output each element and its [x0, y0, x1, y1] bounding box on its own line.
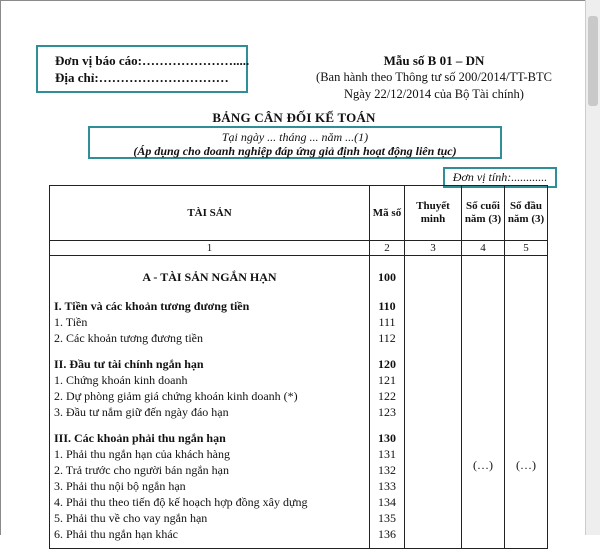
item-label: 2. Dự phòng giảm giá chứng khoán kinh doanh (*) [54, 389, 298, 403]
item-code: 122 [378, 389, 396, 403]
start-of-year-column [505, 256, 548, 549]
note-column [405, 256, 462, 549]
item-code: 132 [378, 463, 396, 477]
address-label: Địa chỉ:………………………… [55, 70, 229, 85]
issued-line-2: Ngày 22/12/2014 của Bộ Tài chính) [344, 87, 524, 101]
col-number: 5 [505, 241, 548, 256]
provision-end-value: (…) [473, 458, 493, 472]
item-label: 3. Đầu tư nắm giữ đến ngày đáo hạn [54, 405, 229, 419]
item-label: 2. Các khoản tương đương tiền [54, 331, 204, 345]
item-code: 112 [378, 331, 396, 345]
applicability-note: (Áp dụng cho doanh nghiệp đáp ứng giả định hoạt động liên tục) [133, 144, 457, 158]
item-code: 123 [378, 405, 396, 419]
vertical-scrollbar[interactable] [585, 0, 600, 535]
date-line: Tại ngày ... tháng ... năm ...(1) [221, 130, 369, 144]
item-code: 111 [378, 315, 396, 329]
date-box [88, 126, 502, 159]
group-code: 110 [378, 299, 396, 313]
col-number: 3 [405, 241, 462, 256]
issued-line-1: (Ban hành theo Thông tư số 200/2014/TT-BTC [316, 70, 552, 84]
col-number: 1 [50, 241, 370, 256]
currency-unit: Đơn vị tính:............ [443, 167, 557, 188]
item-code: 133 [378, 479, 396, 493]
group-code: 120 [378, 357, 396, 371]
item-label: 5. Phải thu về cho vay ngắn hạn [54, 511, 208, 525]
code-column [370, 256, 405, 549]
item-code: 131 [378, 447, 396, 461]
item-code: 135 [378, 511, 396, 525]
col-number: 2 [370, 241, 405, 256]
header-code: Mã số [370, 186, 405, 241]
form-code: Mẫu số B 01 – DN [383, 53, 485, 68]
reporter-info-box [36, 45, 248, 93]
header-end-of-year: Số cuối năm (3) [462, 186, 505, 241]
balance-sheet-table [49, 185, 548, 549]
item-label: 1. Tiền [54, 315, 88, 329]
item-label: 1. Chứng khoán kinh doanh [54, 373, 188, 387]
item-code: 136 [378, 527, 396, 541]
header-note: Thuyết minh [405, 186, 462, 241]
form-header [284, 52, 584, 103]
col-number: 4 [462, 241, 505, 256]
end-of-year-column [462, 256, 505, 549]
group-code: 130 [378, 431, 396, 445]
item-label: 3. Phải thu nội bộ ngắn hạn [54, 479, 186, 493]
item-label: 1. Phải thu ngắn hạn của khách hàng [54, 447, 230, 461]
group-label: II. Đầu tư tài chính ngắn hạn [54, 357, 204, 371]
item-label: 4. Phải thu theo tiến độ kế hoạch hợp đồng xây dựng [54, 495, 308, 509]
item-code: 121 [378, 373, 396, 387]
section-code: 100 [378, 270, 396, 284]
document-title: BẢNG CÂN ĐỐI KẾ TOÁN [212, 110, 376, 125]
header-asset: TÀI SẢN [50, 186, 370, 241]
column-number-row [50, 241, 548, 256]
asset-column [50, 256, 370, 549]
item-code: 134 [378, 495, 396, 509]
item-label: 2. Trả trước cho người bán ngắn hạn [54, 463, 230, 477]
section-label: A - TÀI SẢN NGẮN HẠN [142, 270, 277, 284]
header-start-of-year: Số đầu năm (3) [505, 186, 548, 241]
reporting-unit-label: Đơn vị báo cáo:…………………..... [55, 53, 250, 68]
group-label: III. Các khoản phải thu ngắn hạn [54, 431, 226, 445]
group-label: I. Tiền và các khoản tương đương tiền [54, 299, 250, 313]
item-label: 6. Phải thu ngắn hạn khác [54, 527, 178, 541]
provision-start-value: (…) [516, 458, 536, 472]
scrollbar-thumb[interactable] [588, 16, 598, 106]
